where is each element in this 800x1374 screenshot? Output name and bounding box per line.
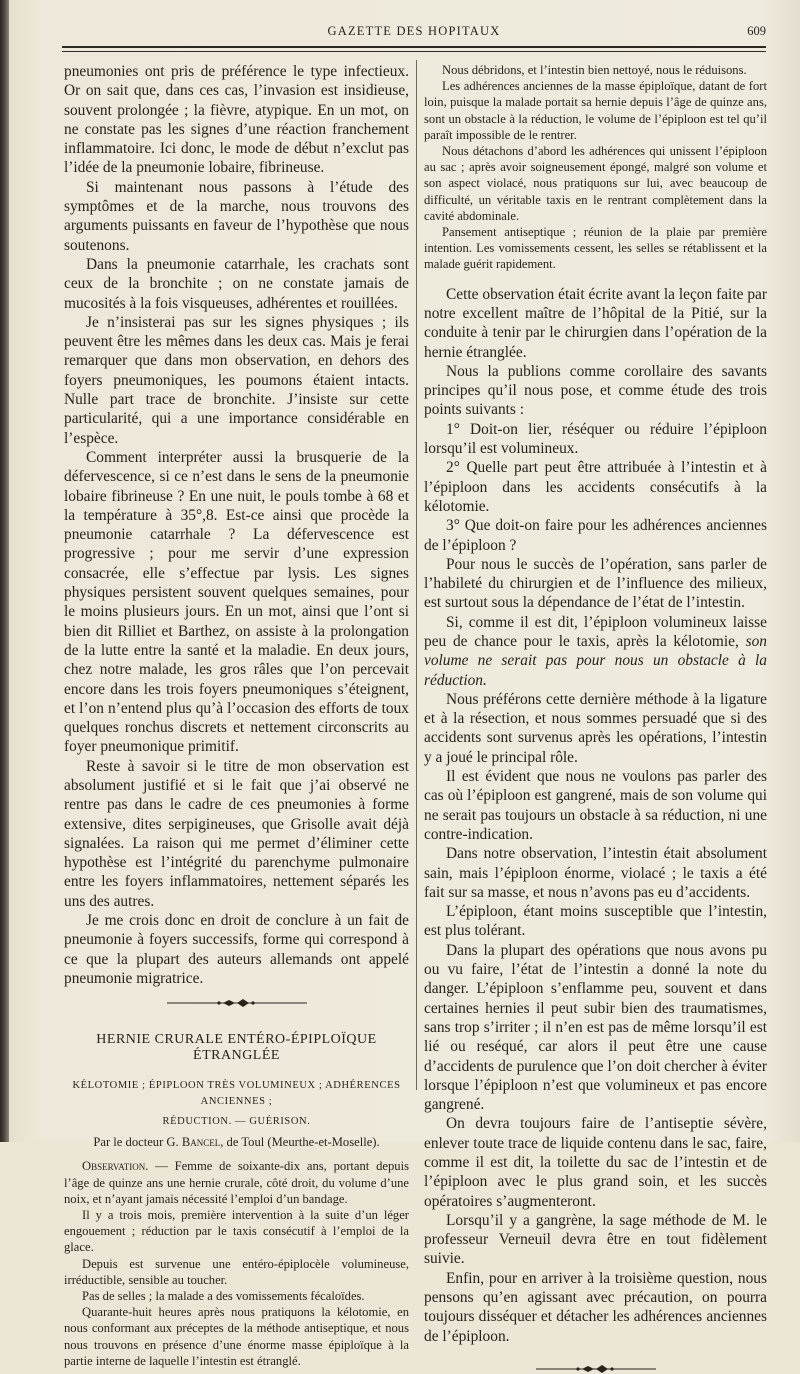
page-header	[62, 24, 766, 42]
article-paragraph: Pansement antiseptique ; réunion de la plaie par première intention. Les vomissements cessent, les selles se rétablissent et la malade guérit rapidement.	[424, 225, 767, 272]
paragraph-text: Si, comme il est dit, l’épiploon volumineux laisse peu de chance pour le taxis, après la kélotomie,	[424, 613, 767, 650]
article-paragraph: Nous débridons, et l’intestin bien nettoyé, nous le réduisons.	[442, 63, 747, 77]
question-item: 1° Doit-on lier, réséquer ou réduire l’épiploon lorsqu’il est volumineux.	[424, 420, 767, 458]
article-paragraph: Nous la publions comme corollaire des savants principes qu’il nous pose, et comme étude des trois points suivants :	[424, 362, 767, 419]
article-paragraph: Enfin, pour en arriver à la troisième question, nous pensons qu’en agissant avec précaution, on pourra toujours disséquer et détacher les adhérences anciennes de l’épiploon.	[424, 1269, 767, 1345]
article-paragraph: Lorsqu’il y a gangrène, la sage méthode de M. le professeur Verneuil devra être en tout fidèlement suivie.	[424, 1211, 767, 1268]
article-paragraph	[424, 613, 767, 690]
section-subtitle: RÉDUCTION. — GUÉRISON.	[162, 1116, 311, 1128]
article-paragraph: Les adhérences anciennes de la masse épiploïque, datant de fort loin, puisque la malade portait sa hernie depuis l’âge de quinze ans, sont un obstacle à la réduction, le volume de l’épiploon est tel qu’il paraît impossible de le rentrer.	[424, 79, 767, 142]
right-column	[424, 62, 767, 1374]
article-paragraph: Il est évident que nous ne voulons pas parler des cas où l’épiploon est gangrené, mais de son volume qui ne serait pas toujours un obstacle à sa réduction, ni une contre-indication.	[424, 768, 767, 843]
ornamental-rule-icon	[526, 1364, 666, 1374]
article-paragraph: Comment interpréter aussi la brusquerie de la défervescence, si ce n’est dans le sens de la pneumonie lobaire fibrineuse ? En une nuit, le pouls tombe à 68 et la température à 35°,8. Est-ce ainsi que procède la pneumonie catarrhale ? La défervescence est progressive ; pour me servir d’une expression consacrée, elle s’effectue par lysis. Les signes physiques persistent souvent quelques semaines, pour le moins plusieurs jours. En un mot, ainsi que l’ont si bien dit Rilliet et Barthez, on assiste à la prolongation de la lutte entre la santé et la maladie. En deux jours, chez notre malade, les gros râles que l’on percevait encore dans les trois foyers pneumoniques s’éteignent, et l’on n’entend plus qu’à l’occasion des efforts de toux quelques ronchus discrets et nettement circonscrits au foyer pneumonique primitif.	[64, 448, 409, 756]
column-divider	[416, 60, 417, 1090]
article-paragraph: Nous détachons d’abord les adhérences qui unissent l’épiploon au sac ; après avoir soigneusement épongé, malgré son volume et son aspect violacé, nous pratiquons sur lui, avec beaucoup de difficulté, un véritable taxis en le rentrant complètement dans la cavité abdominale.	[424, 144, 767, 223]
article-paragraph: Dans la plupart des opérations que nous avons pu ou vu faire, l’état de l’intestin a donné la note du danger. L’épiploon s’enflamme peu, souvent et dans certaines hernies il peut subir bien des traumatismes, sans trop s’irriter ; il n’en est pas de même lorsqu’il est lié ou reséqué, car alors il peut être une cause d’accidents de purulence que l’on doit chercher à éviter lorsque l’épiploon n’est que volumineux et pas encore gangrené.	[424, 941, 767, 1114]
question-item: 2° Quelle part peut être attribuée à l’intestin et à l’épiploon dans les accidents consécutifs à la kélotomie.	[424, 459, 767, 515]
byline-prefix: Par le docteur G.	[93, 1135, 182, 1150]
header-rule-thin	[62, 51, 766, 52]
observation-text: — Femme de soixante-dix ans, portant depuis l’âge de quinze ans une hernie crurale, côté droit, du volume d’une noix, et n’ayant jamais nécessité l’emploi d’un bandage.	[64, 1159, 409, 1206]
article-paragraph: Je n’insisterai pas sur les signes physiques ; ils peuvent être les mêmes dans les deux cas. Mais je ferai remarquer que dans mon observation, en dehors des foyers pneumoniques, les poumons étaient intacts. Nulle part trace de bronchite. J’insiste sur cette particularité, qui a une importance considérable en l’espèce.	[64, 313, 409, 447]
article-paragraph: Reste à savoir si le titre de mon observation est absolument justifié et si le fait que j’ai observé ne rentre pas dans le cadre de ces pneumonies à forme extensive, dites serpigineuses, que Grisolle avait déjà signalées. La raison qui me permet d’éliminer cette hypothèse est l’intégrité du parenchyme pulmonaire entre les foyers inflammatoires, nettement séparés les uns des autres.	[64, 757, 409, 910]
article-paragraph: Depuis est survenue une entéro-épiplocèle volumineuse, irréductible, sensible au toucher.	[64, 1256, 409, 1287]
question-item: 3° Que doit-on faire pour les adhérences anciennes de l’épiploon ?	[424, 517, 767, 554]
article-paragraph: Si maintenant nous passons à l’étude des symptômes et de la marche, nous trouvons des arguments puissants en faveur de l’hypothèse que nous soutenons.	[64, 178, 409, 254]
article-paragraph: Quarante-huit heures après nous pratiquons la kélotomie, en nous conformant aux préceptes de la méthode antiseptique, et nous nous trouvons en présence d’une énorme masse épiploïque à la partie interne de laquelle l’intestin est étranglé.	[64, 1305, 409, 1368]
italic-emphasis: son volume ne serait pas pour nous un obstacle à la réduction.	[424, 632, 767, 689]
page-number: 609	[747, 24, 766, 38]
article-paragraph: Dans notre observation, l’intestin était absolument sain, mais l’épiploon énorme, violacé ; le taxis a été fait sur sa masse, et nous n’avons pas eu d’accidents.	[424, 845, 767, 901]
article-paragraph: Dans la pneumonie catarrhale, les crachats sont ceux de la bronchite ; on ne constate jamais de mucosités à la fois visqueuses, adhérentes et rouillées.	[64, 255, 409, 312]
article-paragraph: On devra toujours faire de l’antiseptie sévère, enlever toute trace de liquide contenu dans le sac, faire, comme il est dit, la toilette du sac de l’intestin et de l’épiploon avec le plus grand soin, et les succès opératoires s’augmenteront.	[424, 1115, 767, 1210]
hernia-article-continuation	[424, 62, 767, 273]
article-paragraph: Il y a trois mois, première intervention à la suite d’un léger engouement ; réduction par le taxis consécutif à l’emploi de la glace.	[64, 1208, 409, 1255]
ornamental-rule-icon	[167, 998, 307, 1008]
publication-title: GAZETTE DES HOPITAUX	[327, 24, 501, 38]
page-binding-edge	[0, 0, 9, 1142]
byline-suffix: , de Toul (Meurthe-et-Moselle).	[220, 1135, 380, 1150]
article-paragraph: Pas de selles ; la malade a des vomissements fécaloïdes.	[82, 1289, 365, 1304]
observation-paragraph	[64, 1158, 409, 1207]
left-column	[64, 62, 409, 1369]
article-paragraph: Je me crois donc en droit de conclure à un fait de pneumonie à foyers successifs, forme qui correspond à ce que la plupart des auteurs allemands ont appelé pneumonie migratrice.	[64, 912, 409, 987]
commentary	[424, 285, 767, 1346]
article-paragraph: pneumonies ont pris de préférence le type infectieux. Or on sait que, dans ces cas, l’invasion est insidieuse, souvent prolongée ; la fièvre, atypique. En un mot, on ne constate pas les signes d’une réaction franchement inflammatoire. Ici donc, le mode de début n’exclut pas l’idée de la pneumonie lobaire, fibrineuse.	[64, 63, 409, 177]
article-paragraph: Cette observation était écrite avant la leçon faite par notre excellent maître de l’hôpital de la Pitié, sur la conduite à tenir par le chirurgien dans l’opération de la hernie étranglée.	[424, 285, 767, 361]
spacer	[424, 273, 767, 285]
byline	[64, 1134, 409, 1150]
observation-label: Observation.	[82, 1159, 149, 1174]
article-paragraph: L’épiploon, étant moins susceptible que l’intestin, est plus tolérant.	[424, 903, 767, 940]
article-paragraph: Pour nous le succès de l’opération, sans parler de l’habileté du chirurgien et de l’influence des milieux, est surtout sous la dépendance de l’état de l’intestin.	[424, 555, 767, 612]
hernia-article	[64, 1134, 409, 1369]
section-subtitle: KÉLOTOMIE ; ÉPIPLOON TRÈS VOLUMINEUX ; ADHÉRENCES ANCIENNES ;	[72, 1080, 401, 1108]
article-paragraph: Nous préférons cette dernière méthode à la ligature et à la résection, et nous sommes persuadé que si des accidents sont survenus après les opérations, l’intestin y a joué le principal rôle.	[424, 690, 767, 766]
header-rule-thick	[62, 46, 766, 48]
author-name: Bancel	[181, 1135, 221, 1150]
section-title: HERNIE CRURALE ENTÉRO-ÉPIPLOÏQUE ÉTRANGLÉE	[96, 1032, 377, 1064]
pneumonia-article-continuation	[64, 62, 409, 988]
